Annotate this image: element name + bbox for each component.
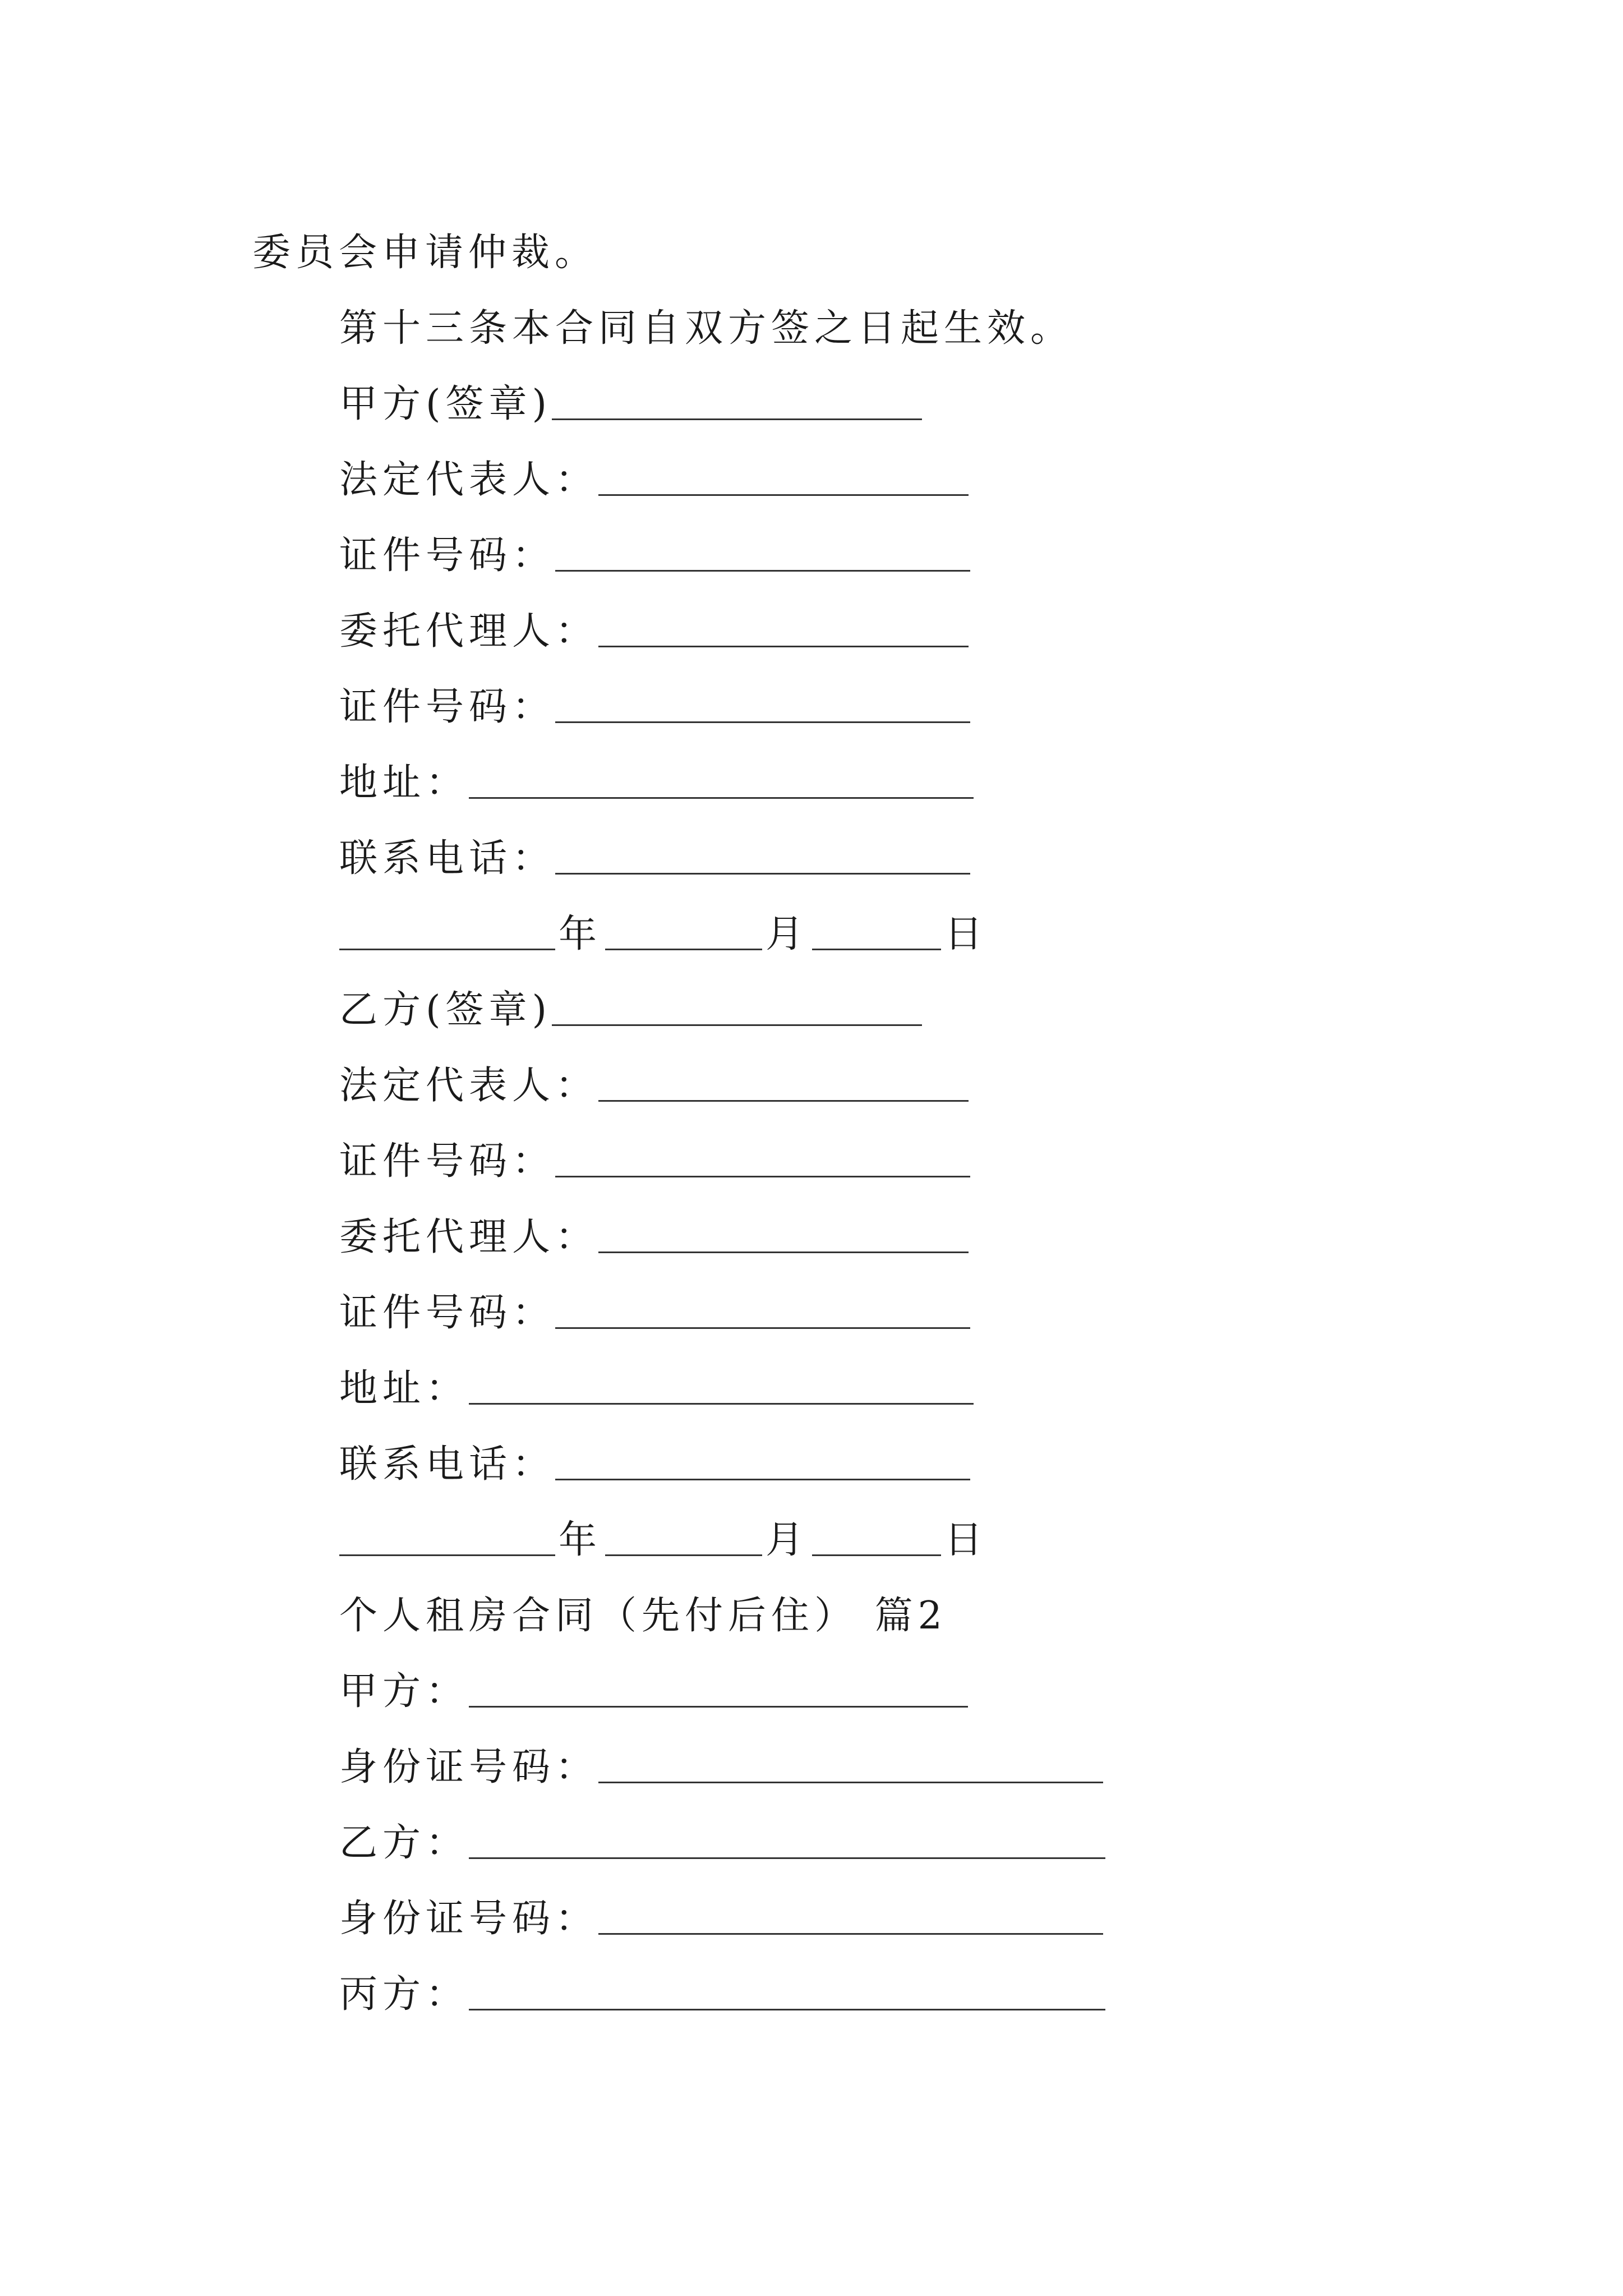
party-b-day-label: 日 xyxy=(944,1518,988,1562)
party-b-seal-label: 乙方(签章) xyxy=(339,988,552,1032)
party-b-address-blank[interactable] xyxy=(469,1403,974,1405)
party-a-seal-blank[interactable] xyxy=(552,418,922,420)
party-a-date-row xyxy=(339,898,988,954)
contract2-party-b-id-label: 身份证号码： xyxy=(339,1897,599,1941)
contract2-party-a-id-row xyxy=(339,1731,1103,1787)
party-b-phone-row xyxy=(339,1428,970,1487)
party-b-day-blank[interactable] xyxy=(812,1554,941,1556)
party-a-phone-blank[interactable] xyxy=(555,873,970,875)
party-a-id-label: 证件号码： xyxy=(339,533,556,578)
party-a-legal-rep-label: 法定代表人： xyxy=(339,458,599,502)
party-b-id-blank[interactable] xyxy=(555,1176,970,1177)
party-a-seal-label: 甲方(签章) xyxy=(339,382,552,426)
party-a-legal-rep-blank[interactable] xyxy=(598,494,969,496)
contract2-party-b-id-row xyxy=(339,1882,1103,1941)
contract2-party-a-label: 甲方： xyxy=(339,1669,469,1714)
continuation-text xyxy=(252,216,598,275)
party-a-id-row xyxy=(339,519,970,578)
party-b-year-label: 年 xyxy=(559,1518,602,1562)
party-a-address-blank[interactable] xyxy=(469,797,974,799)
party-a-day-label: 日 xyxy=(944,912,988,956)
contract2-title-row xyxy=(339,1579,947,1638)
party-b-legal-rep-label: 法定代表人： xyxy=(339,1064,599,1108)
party-a-legal-rep-row xyxy=(339,443,969,502)
party-b-year-blank[interactable] xyxy=(339,1554,555,1556)
party-b-legal-rep-blank[interactable] xyxy=(598,1100,969,1102)
party-b-month-blank[interactable] xyxy=(605,1554,762,1556)
contract2-party-a-row xyxy=(339,1655,968,1714)
party-a-agent-id-label: 证件号码： xyxy=(339,685,556,729)
contract2-party-a-blank[interactable] xyxy=(469,1706,968,1708)
party-b-address-row xyxy=(339,1352,974,1411)
contract2-party-c-row xyxy=(339,1958,1105,2017)
contract2-party-a-id-blank[interactable] xyxy=(598,1782,1103,1783)
party-a-day-blank[interactable] xyxy=(812,949,941,950)
party-b-agent-row xyxy=(339,1200,969,1257)
party-b-phone-blank[interactable] xyxy=(555,1479,970,1480)
party-a-year-label: 年 xyxy=(559,912,602,956)
party-b-agent-id-label: 证件号码： xyxy=(339,1291,556,1335)
party-b-date-row xyxy=(339,1503,988,1562)
party-a-seal-row xyxy=(339,367,922,424)
party-a-agent-label: 委托代理人： xyxy=(339,609,599,654)
contract2-title: 个人租房合同（先付后住） 篇2 xyxy=(339,1594,947,1638)
contract2-party-c-label: 丙方： xyxy=(339,1972,469,2017)
party-a-agent-id-blank[interactable] xyxy=(555,721,970,723)
party-a-agent-id-row xyxy=(339,670,970,729)
contract2-party-b-row xyxy=(339,1806,1105,1865)
party-b-phone-label: 联系电话： xyxy=(339,1442,556,1487)
party-b-seal-row xyxy=(339,973,922,1032)
party-b-id-row xyxy=(339,1125,970,1184)
party-b-agent-label: 委托代理人： xyxy=(339,1215,599,1259)
party-b-agent-id-row xyxy=(339,1276,970,1335)
contract2-party-b-blank[interactable] xyxy=(469,1857,1105,1859)
party-b-legal-rep-row xyxy=(339,1049,969,1108)
party-b-month-label: 月 xyxy=(766,1518,809,1562)
continuation-label: 委员会申请仲裁。 xyxy=(252,231,598,275)
article-13-text: 第十三条本合同自双方签之日起生效。 xyxy=(339,306,1074,351)
party-a-agent-blank[interactable] xyxy=(598,646,969,647)
contract2-party-b-id-blank[interactable] xyxy=(598,1933,1103,1935)
contract2-party-a-id-label: 身份证号码： xyxy=(339,1745,599,1789)
party-a-year-blank[interactable] xyxy=(339,949,555,950)
party-a-id-blank[interactable] xyxy=(555,570,970,572)
article-13 xyxy=(339,292,1074,351)
contract2-party-b-label: 乙方： xyxy=(339,1821,469,1865)
party-b-agent-blank[interactable] xyxy=(598,1251,969,1253)
party-b-address-label: 地址： xyxy=(339,1366,469,1411)
party-b-seal-blank[interactable] xyxy=(552,1024,922,1026)
party-a-phone-label: 联系电话： xyxy=(339,836,556,881)
party-a-month-label: 月 xyxy=(766,912,809,956)
party-b-id-label: 证件号码： xyxy=(339,1139,556,1184)
party-a-month-blank[interactable] xyxy=(605,949,762,950)
party-a-phone-row xyxy=(339,822,970,881)
party-b-agent-id-blank[interactable] xyxy=(555,1327,970,1329)
contract2-party-c-blank[interactable] xyxy=(469,2009,1105,2010)
party-a-address-row xyxy=(339,746,974,805)
party-a-address-label: 地址： xyxy=(339,761,469,805)
party-a-agent-row xyxy=(339,595,969,654)
